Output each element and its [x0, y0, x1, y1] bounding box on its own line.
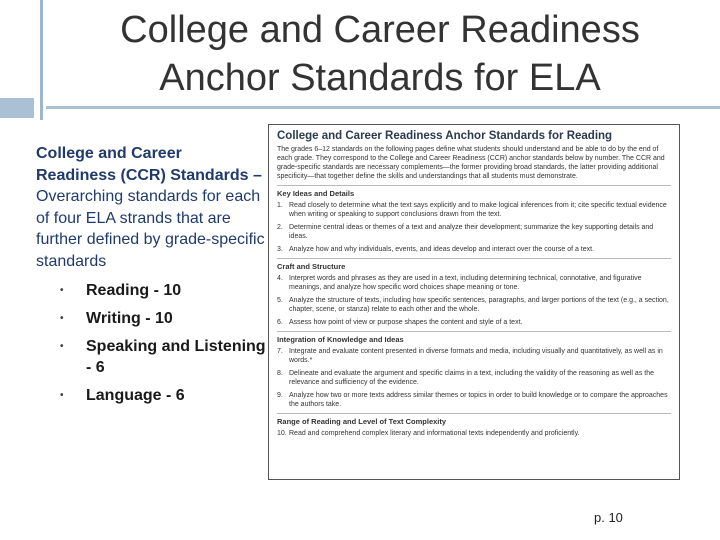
standards-document-image	[268, 124, 680, 480]
standard-item	[277, 201, 671, 219]
standard-text: Integrate and evaluate content presented in diverse formats and media, including visually and quantitatively, as well as in words.*	[289, 348, 663, 364]
standard-item	[277, 369, 671, 387]
standard-item	[277, 391, 671, 409]
divider	[277, 185, 671, 186]
slide-title-line-1: College and Career Readiness	[120, 9, 640, 51]
intro-paragraph	[36, 143, 266, 272]
standard-item	[277, 318, 671, 327]
divider	[277, 331, 671, 332]
bullet-icon: •	[60, 390, 64, 401]
standard-number: 3.	[277, 246, 283, 253]
standard-text: Analyze how and why individuals, events, and ideas develop and interact over the course of a text.	[289, 246, 595, 253]
decorative-square	[0, 98, 34, 118]
section-heading: Key Ideas and Details	[277, 189, 355, 198]
intro-emphasis: College and Career Readiness (CCR) Standards –	[36, 145, 262, 184]
intro-rest: Overarching standards for each of four ELA strands that are further defined by grade-specific standards	[36, 188, 265, 270]
standard-text: Read closely to determine what the text says explicitly and to make logical inferences from it; cite specific textual evidence when writing or speaking to support conclusions drawn from the text.	[289, 202, 667, 218]
standard-text: Delineate and evaluate the argument and specific claims in a text, including the validity of the reasoning as well as the relevance and sufficiency of the evidence.	[289, 370, 654, 386]
standard-text: Interpret words and phrases as they are used in a text, including determining technical, connotative, and figurative meanings, and analyze how specific word choices shape meaning or tone.	[289, 275, 642, 291]
standard-number: 9.	[277, 392, 283, 399]
standard-number: 6.	[277, 319, 283, 326]
slide-title-line-2: Anchor Standards for ELA	[159, 57, 601, 99]
standard-number: 4.	[277, 275, 283, 282]
left-text-column	[36, 143, 266, 413]
standard-item	[277, 347, 671, 365]
strand-label: Writing - 10	[86, 310, 173, 327]
standard-item	[277, 274, 671, 292]
strand-list	[36, 280, 266, 406]
standard-number: 5.	[277, 297, 283, 304]
slide-title	[60, 6, 700, 102]
strand-item	[36, 308, 266, 329]
standard-text: Analyze how two or more texts address similar themes or topics in order to build knowledge or to compare the approaches the authors take.	[289, 392, 668, 408]
section-heading: Range of Reading and Level of Text Complexity	[277, 417, 447, 426]
decorative-rule	[46, 106, 720, 109]
section-heading: Craft and Structure	[277, 262, 346, 271]
strand-label: Language - 6	[86, 387, 185, 404]
bullet-icon: •	[60, 341, 64, 352]
standard-text: Assess how point of view or purpose shapes the content and style of a text.	[289, 319, 523, 326]
standard-text: Read and comprehend complex literary and informational texts independently and proficiently.	[289, 430, 580, 437]
standard-item	[277, 429, 671, 438]
bullet-icon: •	[60, 313, 64, 324]
strand-label: Reading - 10	[86, 282, 182, 299]
document-intro: The grades 6–12 standards on the following pages define what students should understand and be able to do by the end of each grade. They correspond to the College and Career Readiness (CCR) anchor standards below by number. The CCR and grade-specific standards are necessary complements—the former providing broad standards, the latter providing additional specificity—that together define the skills and understandings that all students must demonstrate.	[277, 146, 665, 180]
standard-number: 2.	[277, 224, 283, 231]
page-number: p. 10	[594, 510, 623, 525]
standard-text: Analyze the structure of texts, including how specific sentences, paragraphs, and larger portions of the text (e.g., a section, chapter, scene, or stanza) relate to each other and the whole.	[289, 297, 669, 313]
strand-item	[36, 385, 266, 406]
standard-item	[277, 223, 671, 241]
strand-item	[36, 280, 266, 301]
strand-item	[36, 336, 266, 378]
standard-number: 10.	[277, 430, 287, 437]
divider	[277, 413, 671, 414]
standard-text: Determine central ideas or themes of a text and analyze their development; summarize the key supporting details and ideas.	[289, 224, 654, 240]
section-heading: Integration of Knowledge and Ideas	[277, 335, 404, 344]
decorative-vertical-bar	[40, 0, 43, 120]
strand-label: Speaking and Listening - 6	[86, 338, 266, 376]
standard-item	[277, 296, 671, 314]
standard-number: 7.	[277, 348, 283, 355]
standard-number: 1.	[277, 202, 283, 209]
document-title: College and Career Readiness Anchor Standards for Reading	[277, 130, 613, 142]
standard-number: 8.	[277, 370, 283, 377]
standard-item	[277, 245, 671, 254]
bullet-icon: •	[60, 285, 64, 296]
divider	[277, 258, 671, 259]
